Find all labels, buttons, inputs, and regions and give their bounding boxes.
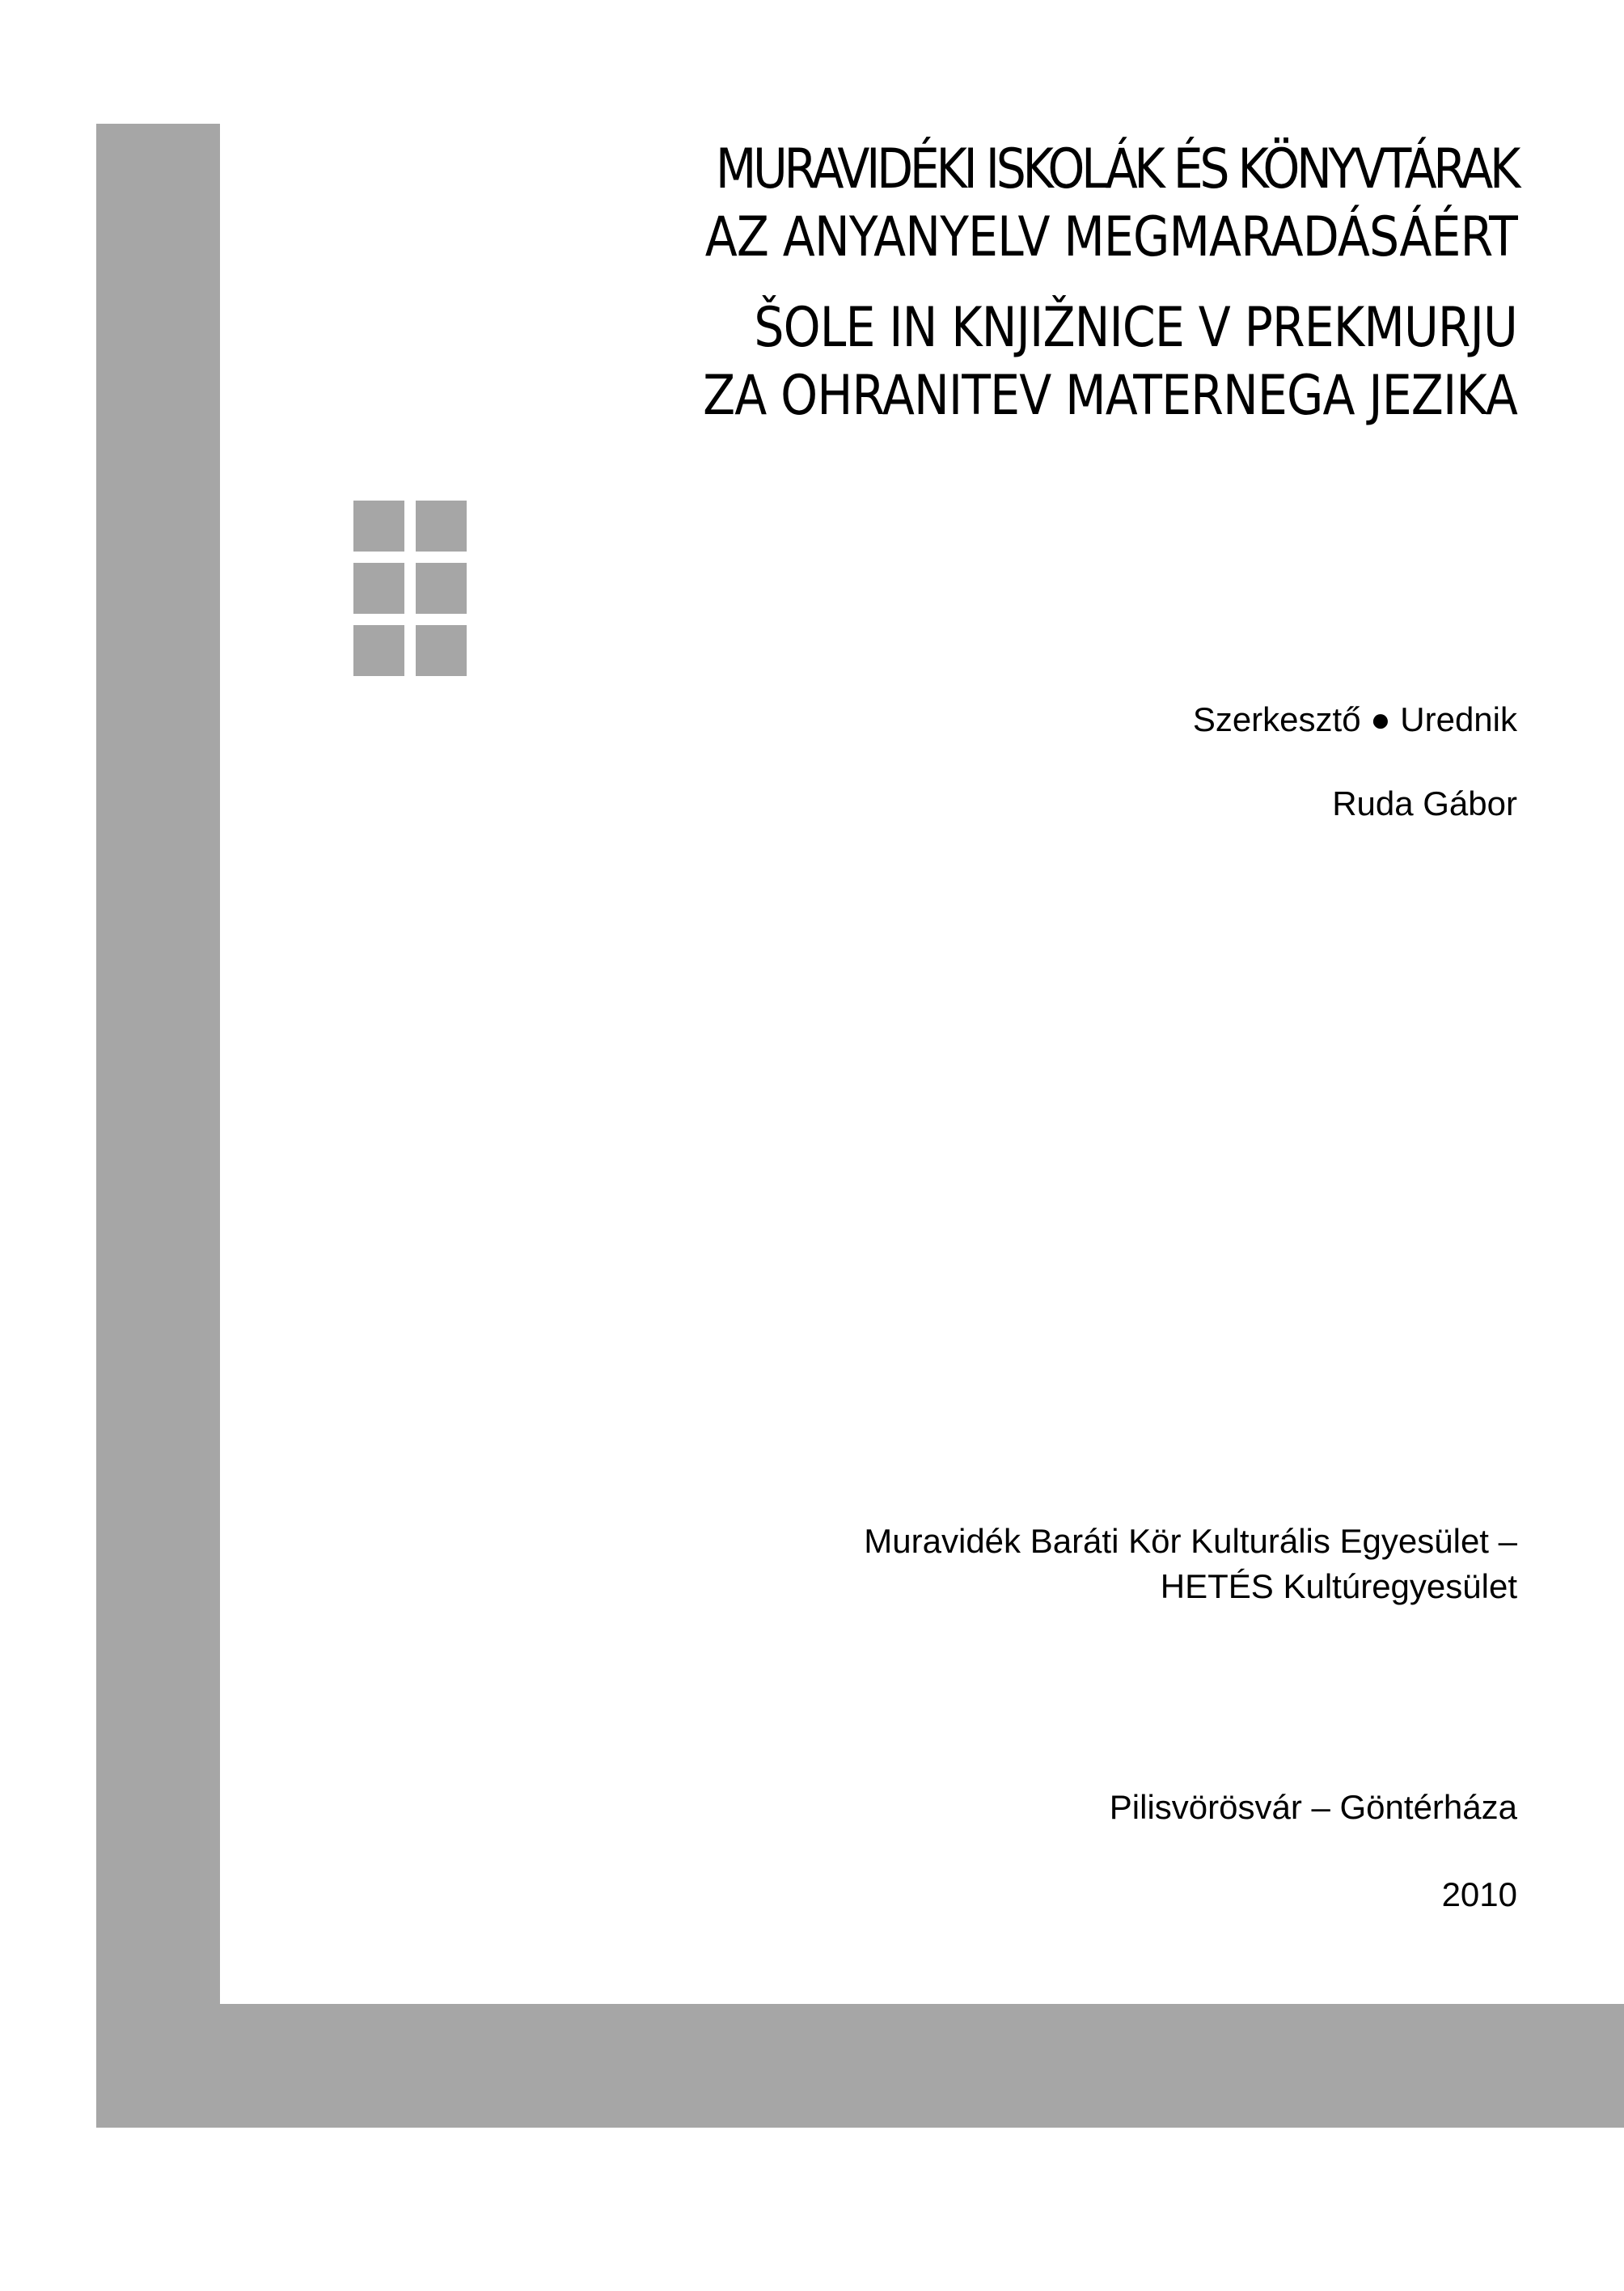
publisher	[864, 1519, 1517, 1609]
grid-logo-cell	[416, 501, 467, 552]
publication-place: Pilisvörösvár – Göntérháza	[1109, 1788, 1517, 1826]
title-hungarian-line-2: AZ ANYANYELV MEGMARADÁSÁÉRT	[704, 205, 1517, 269]
publisher-line-2: HETÉS Kultúregyesület	[1160, 1567, 1517, 1605]
title-hungarian-line-1: MURAVIDÉKI ISKOLÁK ÉS KÖNYVTÁRAK	[715, 137, 1517, 201]
editor-name: Ruda Gábor	[1332, 784, 1517, 822]
grid-logo-cell	[353, 563, 404, 614]
frame-horizontal-bar	[96, 2004, 1624, 2128]
publisher-line-1: Muravidék Baráti Kör Kulturális Egyesület –	[864, 1522, 1517, 1560]
grid-logo-cell	[353, 625, 404, 676]
book-title	[613, 136, 1517, 430]
publication-year: 2010	[1441, 1875, 1517, 1913]
grid-logo-cell	[353, 501, 404, 552]
grid-logo-cell	[416, 563, 467, 614]
grid-logo-cell	[416, 625, 467, 676]
grid-logo-icon	[353, 501, 468, 676]
title-slovenian-line-2: ZA OHRANITEV MATERNEGA JEZIKA	[703, 364, 1517, 428]
title-slovenian-line-1: ŠOLE IN KNJIŽNICE V PREKMURJU	[754, 296, 1517, 360]
frame-vertical-bar	[96, 124, 220, 2128]
editor-label: Szerkesztő ● Urednik	[1192, 700, 1517, 738]
